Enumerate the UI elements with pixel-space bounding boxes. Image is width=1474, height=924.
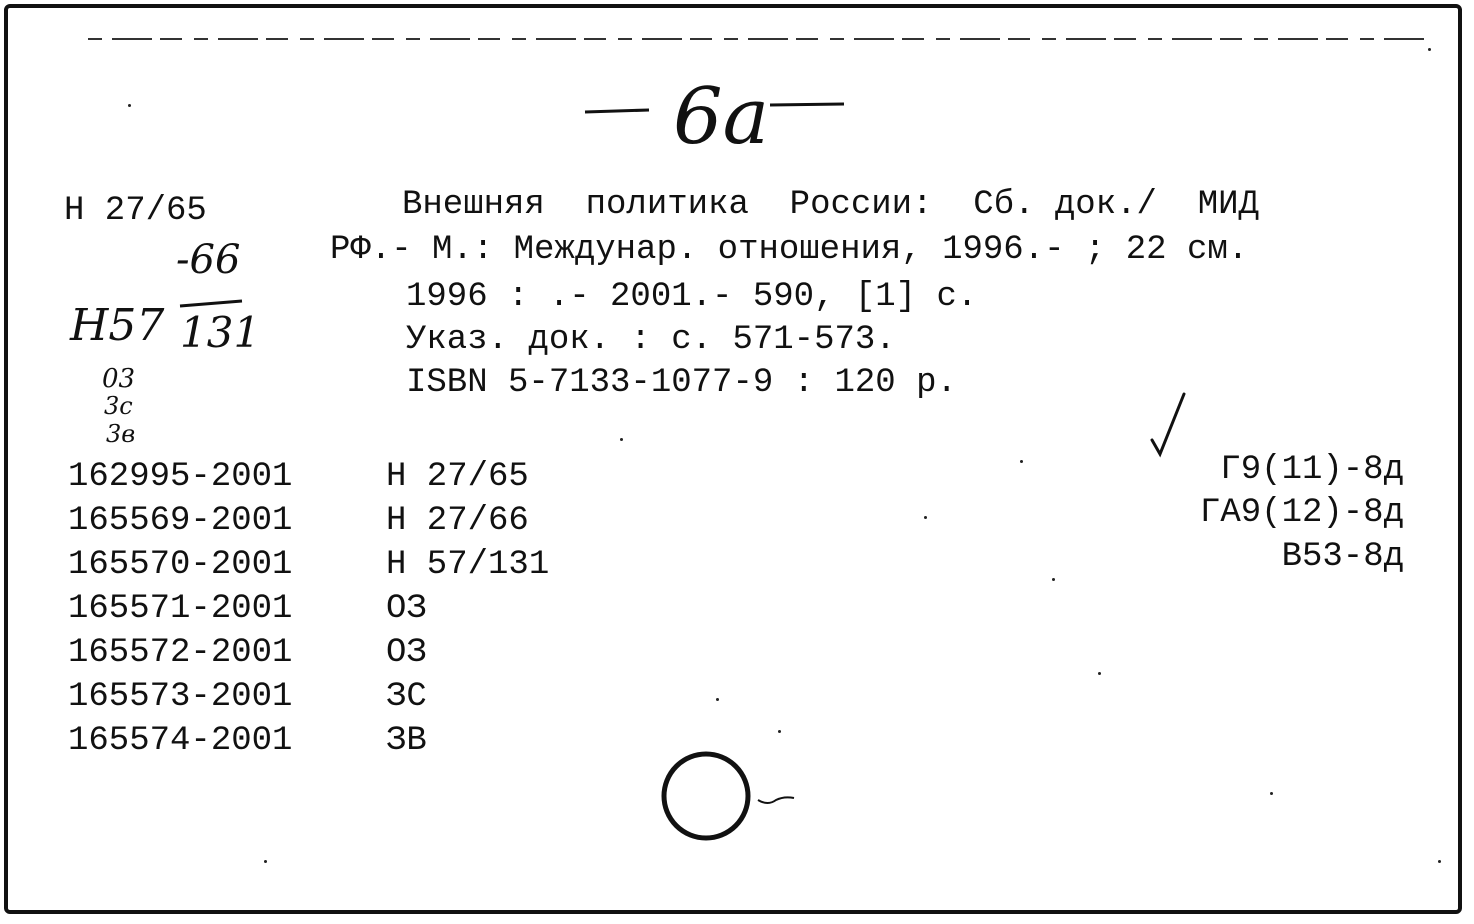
shelf-location: Н 27/66 xyxy=(386,502,529,540)
speck xyxy=(264,860,267,863)
inventory-number: 165569-2001 xyxy=(68,502,293,540)
speck xyxy=(778,730,781,733)
inventory-number: 165571-2001 xyxy=(68,590,293,628)
handwritten-h57: H57 xyxy=(70,300,165,351)
holding-row xyxy=(68,722,427,768)
holding-row xyxy=(68,502,529,548)
description-line-3: 1996 : .- 2001.- 590, [1] с. xyxy=(406,278,978,316)
call-number: Н 27/65 xyxy=(64,192,207,230)
top-dash-left xyxy=(583,106,653,116)
inventory-number: 165574-2001 xyxy=(68,722,293,760)
handwritten-call-extra: -66 xyxy=(176,237,241,283)
speck xyxy=(924,516,927,519)
shelf-location: ОЗ xyxy=(386,634,427,672)
top-dash-right xyxy=(768,100,848,110)
speck xyxy=(1052,578,1055,581)
speck xyxy=(1428,48,1431,51)
handwritten-top-number: 6а xyxy=(673,72,770,162)
punch-hole-icon xyxy=(658,744,808,844)
classification-code: ГА9(12)-8д xyxy=(1199,494,1404,532)
speck xyxy=(1020,460,1023,463)
holding-row xyxy=(68,678,427,724)
top-dashed-line xyxy=(88,34,1448,44)
shelf-location: ОЗ xyxy=(386,590,427,628)
inventory-number: 165570-2001 xyxy=(68,546,293,584)
handwritten-3b: 3в xyxy=(106,420,136,448)
holding-row xyxy=(68,546,550,592)
check-mark-icon xyxy=(1148,388,1198,460)
speck xyxy=(1098,672,1101,675)
inventory-number: 162995-2001 xyxy=(68,458,293,496)
handwritten-overline xyxy=(178,298,248,310)
shelf-location: ЗС xyxy=(386,678,427,716)
handwritten-03: 03 xyxy=(102,364,136,394)
speck xyxy=(1270,792,1273,795)
inventory-number: 165573-2001 xyxy=(68,678,293,716)
catalog-card xyxy=(4,4,1462,914)
handwritten-3c: 3c xyxy=(104,392,133,420)
speck xyxy=(128,104,131,107)
description-line-1: Внешняя политика России: Сб. док./ МИД xyxy=(402,186,1259,224)
holding-row xyxy=(68,634,427,680)
inventory-number: 165572-2001 xyxy=(68,634,293,672)
shelf-location: Н 27/65 xyxy=(386,458,529,496)
shelf-location: ЗВ xyxy=(386,722,427,760)
speck xyxy=(1438,860,1441,863)
shelf-location: Н 57/131 xyxy=(386,546,550,584)
description-line-2: РФ.- М.: Междунар. отношения, 1996.- ; 22 см. xyxy=(330,231,1249,269)
classification-code: Г9(11)-8д xyxy=(1220,451,1404,489)
holding-row xyxy=(68,590,427,636)
classification-code: В53-8д xyxy=(1281,538,1404,576)
speck xyxy=(716,698,719,701)
handwritten-h57-131: 131 xyxy=(180,308,261,357)
speck xyxy=(620,438,623,441)
holding-row xyxy=(68,458,529,504)
description-line-5: ISBN 5-7133-1077-9 : 120 р. xyxy=(406,364,957,402)
description-line-4: Указ. док. : с. 571-573. xyxy=(406,321,896,359)
